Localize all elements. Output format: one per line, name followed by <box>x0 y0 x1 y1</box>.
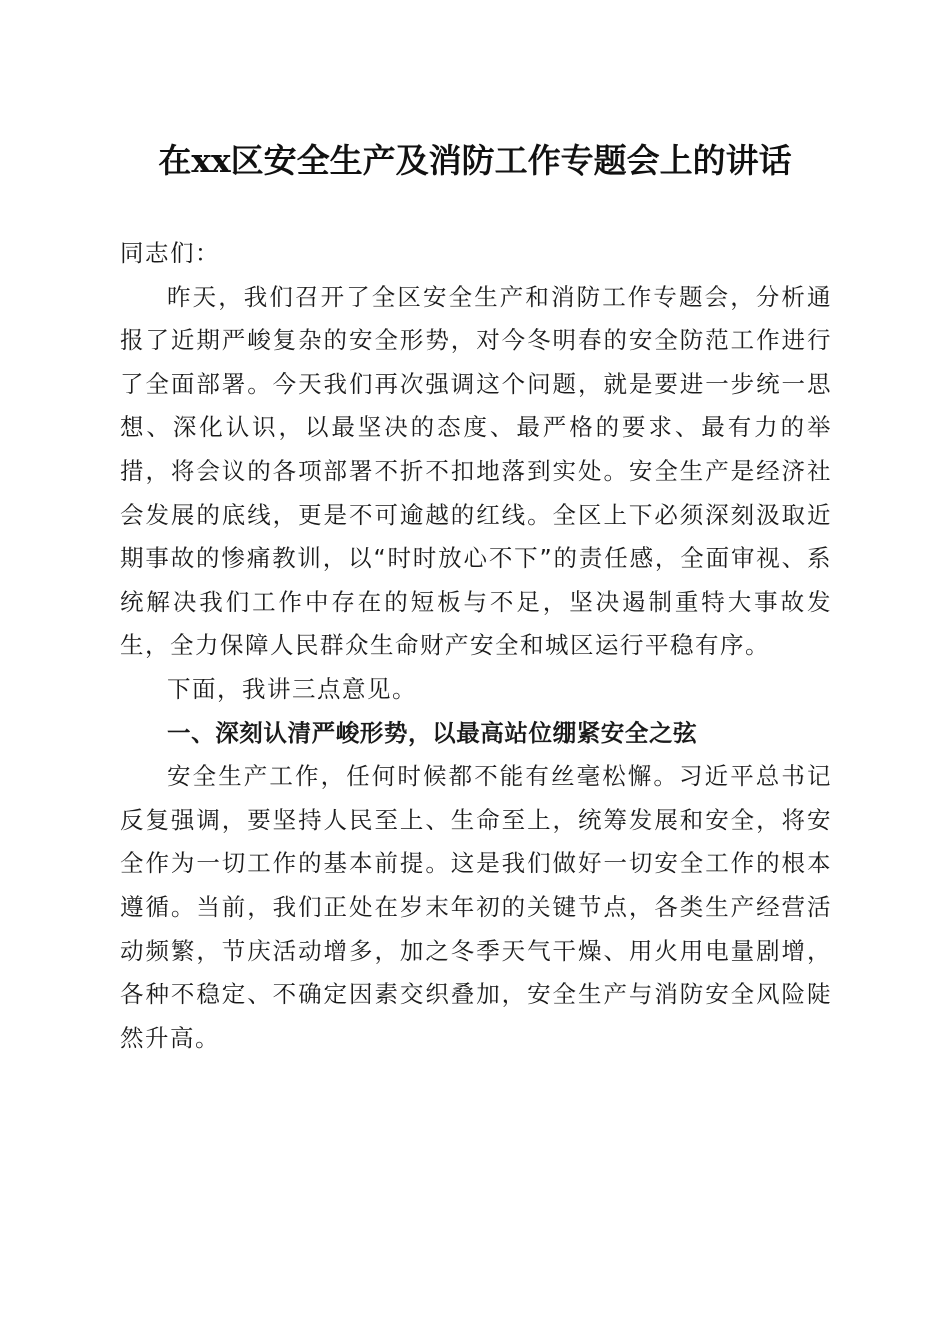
document-title: 在xx区安全生产及消防工作专题会上的讲话 <box>158 141 792 180</box>
salutation: 同志们： <box>120 239 220 267</box>
section-heading-1: 一、深刻认清严峻形势，以最高站位绷紧安全之弦 <box>167 718 698 747</box>
paragraph-intro: 昨天，我们召开了全区安全生产和消防工作专题会，分析通报了近期严峻复杂的安全形势，对今冬明春的安全防范工作进行了全面部署。今天我们再次强调这个问题，就是要进一步统一思想、深化认识，以最坚决的态度、最严格的要求、最有力的举措，将会议的各项部署不折不扣地落到实处。安全生产是经济社会发展的底线，更是不可逾越的红线。全区上下必须深刻汲取近期事故的惨痛教训，以“时时放心不下”的责任感，全面审视、系统解决我们工作中存在的短板与不足，坚决遏制重特大事故发生，全力保障人民群众生命财产安全和城区运行平稳有序。 <box>120 282 832 660</box>
paragraph-transition: 下面，我讲三点意见。 <box>167 674 417 703</box>
document-body <box>120 232 832 1060</box>
section-paragraph-1: 安全生产工作，任何时候都不能有丝毫松懈。习近平总书记反复强调，要坚持人民至上、生命至上，统筹发展和安全，将安全作为一切工作的基本前提。这是我们做好一切安全工作的根本遵循。当前，我们正处在岁末年初的关键节点，各类生产经营活动频繁，节庆活动增多，加之冬季天气干燥、用火用电量剧增，各种不稳定、不确定因素交织叠加，安全生产与消防安全风险陡然升高。 <box>120 762 832 1052</box>
